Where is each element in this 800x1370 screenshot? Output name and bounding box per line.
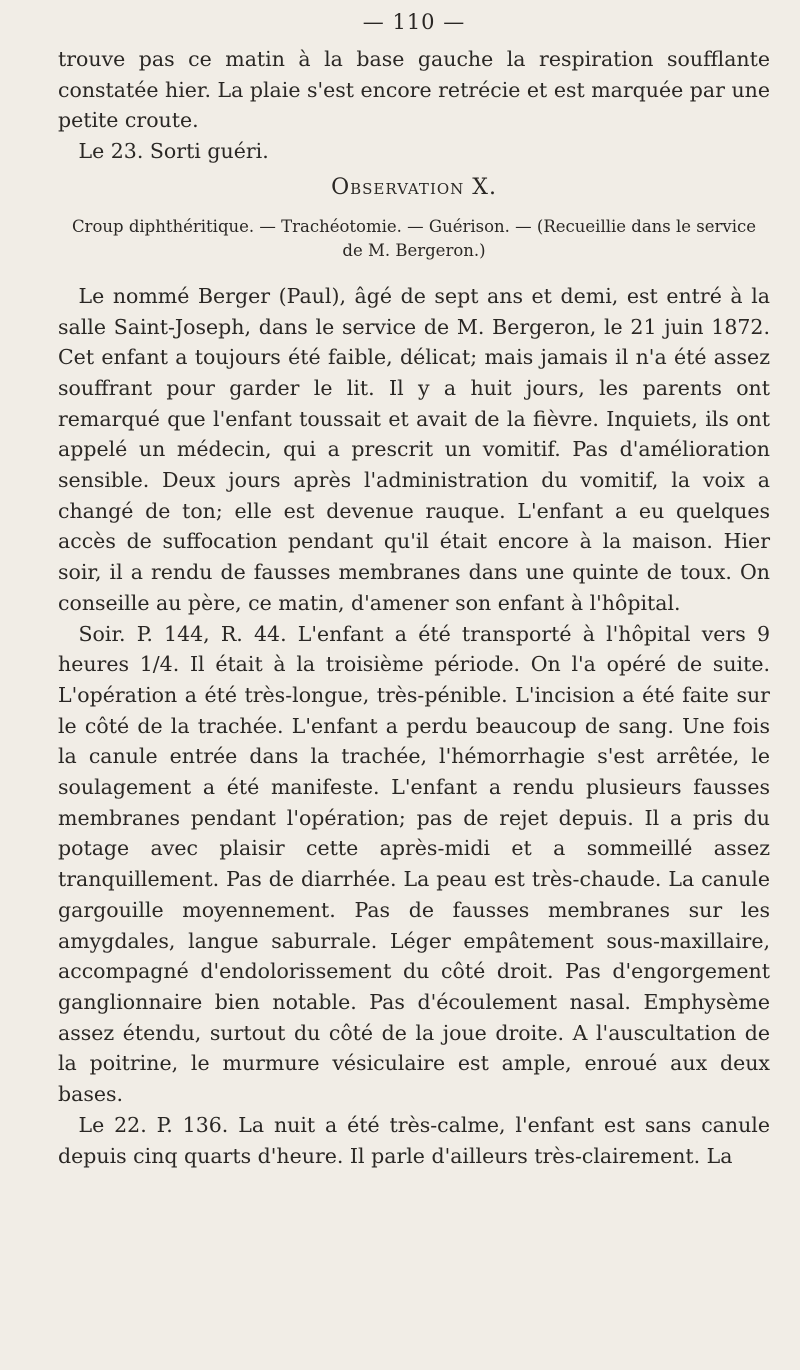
paragraph-continuation: trouve pas ce matin à la base gauche la respiration soufflante constatée hier. La plaie s'est encore retrécie et est marquée par une petite croute.	[58, 47, 770, 133]
paragraph-evening: Soir. P. 144, R. 44. L'enfant a été transporté à l'hôpital vers 9 heures 1/4. Il était à la troisième période. On l'a opéré de suite. L'opération a été très-longue, très-pénible. L'incision a été faite sur le côté de la trachée. L'enfant a perdu beaucoup de sang. Une fois la canule entrée dans la trachée, l'hémorrhagie s'est arrêtée, le soulagement a été manifeste. L'enfant a rendu plusieurs fausses membranes pendant l'opération; pas de rejet depuis. Il a pris du potage avec plaisir cette après-midi et a sommeillé assez tranquillement. Pas de diarrhée. La peau est très-chaude. La canule gargouille moyennement. Pas de fausses membranes sur les amygdales, langue saburrale. Léger empâtement sous-maxillaire, accompagné d'endolorissement du côté droit. Pas d'engorgement ganglionnaire bien notable. Pas d'écoulement nasal. Emphysème assez étendu, surtout du côté de la joue droite. A l'auscultation de la poitrine, le murmure vésiculaire est ample, enroué aux deux bases.	[58, 621, 770, 1107]
page-number: — 110 —	[362, 10, 466, 34]
paragraph-day-22: Le 22. P. 136. La nuit a été très-calme, l'enfant est sans canule depuis cinq quarts d'heure. Il parle d'ailleurs très-clairement. La	[58, 1112, 770, 1168]
paragraph-discharge: Le 23. Sorti guéri.	[78, 139, 269, 164]
paragraph-admission: Le nommé Berger (Paul), âgé de sept ans et demi, est entré à la salle Saint-Joseph, dans le service de M. Bergeron, le 21 juin 1872. Cet enfant a toujours été faible, délicat; mais jamais il n'a été assez souffrant pour garder le lit. Il y a huit jours, les parents ont remarqué que l'enfant toussait et avait de la fièvre. Inquiets, ils ont appelé un médecin, qui a prescrit un vomitif. Pas d'amélioration sensible. Deux jours après l'administration du vomitif, la voix a changé de ton; elle est devenue rauque. L'enfant a eu quelques accès de suffocation pendant qu'il était encore à la maison. Hier soir, il a rendu de fausses membranes dans une quinte de toux. On conseille au père, ce matin, d'amener son enfant à l'hôpital.	[58, 283, 770, 615]
observation-title: Observation X.	[331, 174, 497, 200]
book-page	[58, 8, 770, 1171]
observation-subtitle: Croup diphthéritique. — Trachéotomie. — Guérison. — (Recueillie dans le service de M. Bergeron.)	[71, 216, 757, 260]
